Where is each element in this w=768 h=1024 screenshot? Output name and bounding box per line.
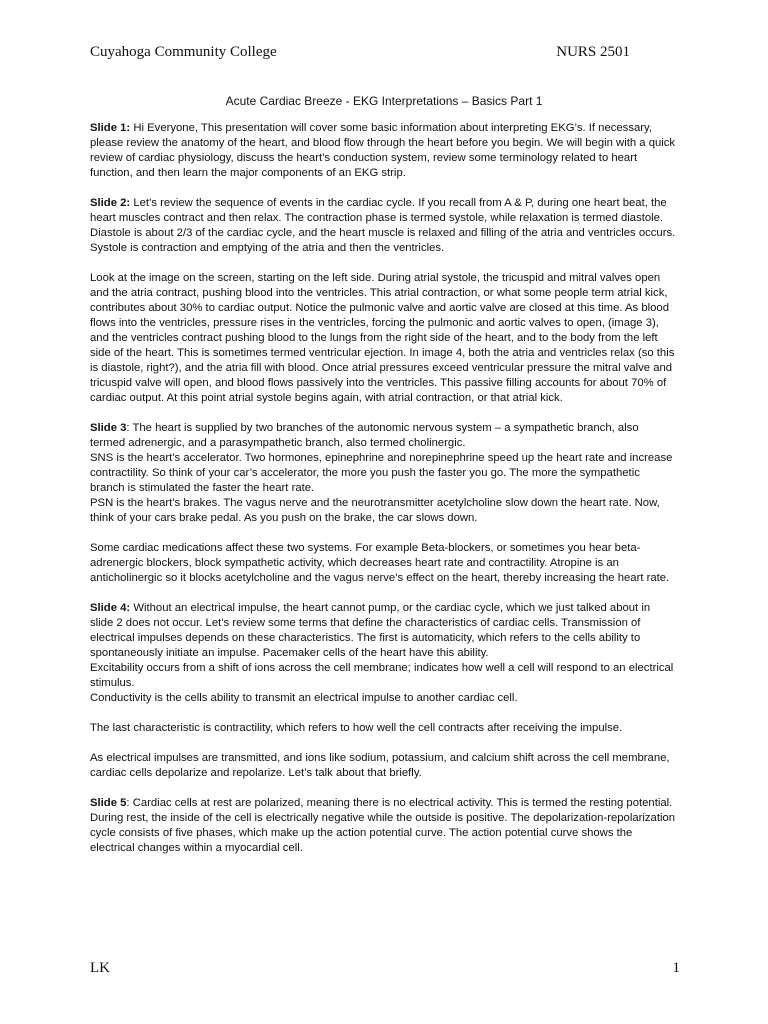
sns-paragraph: SNS is the heart’s accelerator. Two hormones, epinephrine and norepinephrine speed up the heart rate and increase contractility. So think of your car’s accelerator, the more you push the faster you go. The more the sympathetic branch is stimulated the faster the heart rate. bbox=[90, 452, 673, 494]
cardiac-cycle-image-paragraph: Look at the image on the screen, starting on the left side. During atrial systole, the tricuspid and mitral valves open and the atria contract, pushing blood into the ventricles. This atrial contraction, or what some people term atrial kick, contributes about 30% to cardiac output. Notice the pulmonic valve and aortic valve are closed at this time. As blood flows into the ventricles, pressure rises in the ventricles, forcing the pulmonic and aortic valves to open, (image 3), and the ventricles contract pushing blood to the lungs from the right side of the heart, and to the body from the left side of the heart. This is sometimes termed ventricular ejection. In image 4, both the atria and ventricles relax (so this is diastole, right?), and the atria fill with blood. Once atrial pressures exceed ventricular pressure the mitral valve and tricuspid valve will open, and blood flows passively into the ventricles. This passive filling accounts for about 70% of cardiac output. At this point atrial systole begins again, with atrial contraction, or that atrial kick. bbox=[90, 272, 675, 404]
document-title: Acute Cardiac Breeze - EKG Interpretations – Basics Part 1 bbox=[225, 94, 543, 108]
slide-3-text: : The heart is supplied by two branches of the autonomic nervous system – a sympathetic branch, also termed adrenergic, and a parasympathetic branch, also termed cholinergic. bbox=[90, 422, 639, 449]
contractility-paragraph: The last characteristic is contractility, which refers to how well the cell contracts after receiving the impulse. bbox=[90, 722, 623, 734]
slide-5-label: Slide 5 bbox=[90, 797, 127, 809]
author-initials: LK bbox=[90, 960, 110, 976]
course-code: NURS 2501 bbox=[556, 44, 630, 60]
ions-paragraph: As electrical impulses are transmitted, and ions like sodium, potassium, and calcium shift across the cell membrane, cardiac cells depolarize and repolarize. Let’s talk about that briefly. bbox=[90, 752, 670, 779]
institution-name: Cuyahoga Community College bbox=[90, 44, 277, 60]
slide-2-label: Slide 2: bbox=[90, 197, 131, 209]
slide-2-text: Let’s review the sequence of events in the cardiac cycle. If you recall from A & P, during one heart beat, the heart muscles contract and then relax. The contraction phase is termed systole, while relaxation is termed diastole. Diastole is about 2/3 of the cardiac cycle, and the heart muscle is relaxed and filling of the atria and ventricles occurs. Systole is contraction and emptying of the atria and then the ventricles. bbox=[90, 197, 676, 254]
slide-5-paragraph bbox=[90, 796, 676, 856]
slide-4-paragraph bbox=[90, 601, 676, 661]
page-header bbox=[90, 44, 630, 61]
slide-1-paragraph bbox=[90, 121, 676, 181]
slide-3-paragraph bbox=[90, 421, 676, 451]
excitability-paragraph: Excitability occurs from a shift of ions across the cell membrane; indicates how well a cell will respond to an electrical stimulus. bbox=[90, 662, 674, 689]
document-body bbox=[90, 121, 676, 871]
page-footer bbox=[90, 960, 680, 977]
slide-2-paragraph bbox=[90, 196, 676, 256]
psn-paragraph: PSN is the heart’s brakes. The vagus nerve and the neurotransmitter acetylcholine slow down the heart rate. Now, think of your cars brake pedal. As you push on the brake, the car slows down. bbox=[90, 497, 660, 524]
slide-5-text: : Cardiac cells at rest are polarized, meaning there is no electrical activity. This is termed the resting potential. During rest, the inside of the cell is electrically negative while the outside is positive. The depolarization-repolarization cycle consists of five phases, which make up the action potential curve. The action potential curve shows the electrical changes within a myocardial cell. bbox=[90, 797, 676, 854]
slide-1-label: Slide 1: bbox=[90, 122, 131, 134]
slide-4-label: Slide 4: bbox=[90, 602, 131, 614]
page-number: 1 bbox=[672, 960, 680, 976]
cardiac-medications-paragraph: Some cardiac medications affect these two systems. For example Beta-blockers, or sometimes you hear beta-adrenergic blockers, block sympathetic activity, which decreases heart rate and contractility. Atropine is an anticholinergic so it blocks acetylcholine and the vagus nerve’s effect on the heart, thereby increasing the heart rate. bbox=[90, 542, 670, 584]
slide-1-text: Hi Everyone, This presentation will cover some basic information about interpreting EKG’s. If necessary, please review the anatomy of the heart, and blood flow through the heart before you begin. We will begin with a quick review of cardiac physiology, discuss the heart’s conduction system, review some terminology related to heart function, and then learn the major components of an EKG strip. bbox=[90, 122, 676, 179]
slide-4-text: Without an electrical impulse, the heart cannot pump, or the cardiac cycle, which we just talked about in slide 2 does not occur. Let’s review some terms that define the characteristics of cardiac cells. Transmission of electrical impulses depends on these characteristics. The first is automaticity, which refers to the cells ability to spontaneously initiate an impulse. Pacemaker cells of the heart have this ability. bbox=[90, 602, 651, 659]
conductivity-paragraph: Conductivity is the cells ability to transmit an electrical impulse to another cardiac cell. bbox=[90, 692, 518, 704]
slide-3-label: Slide 3 bbox=[90, 422, 127, 434]
